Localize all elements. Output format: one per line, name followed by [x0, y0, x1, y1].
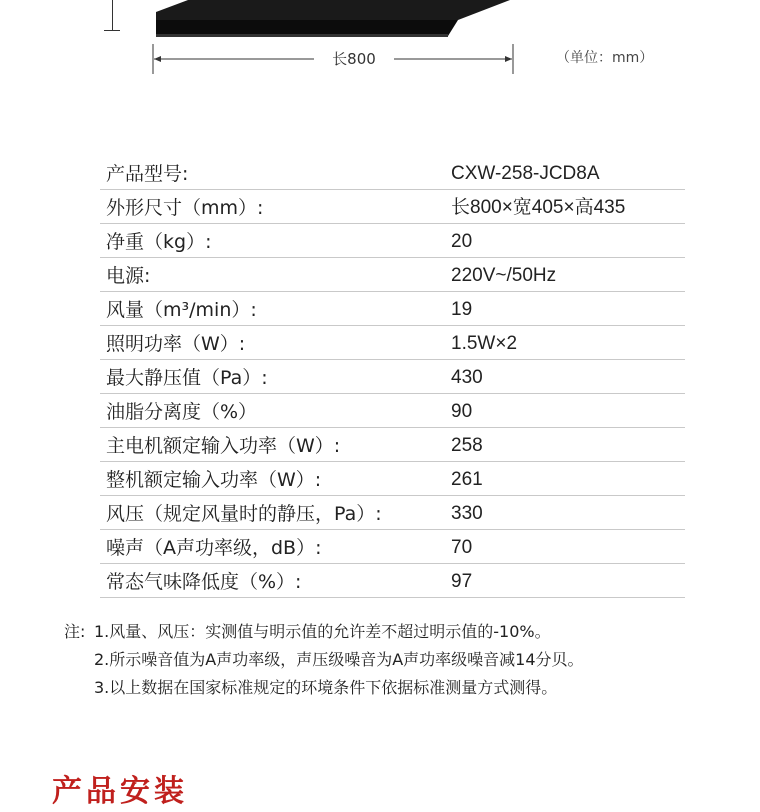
spec-table	[100, 156, 685, 598]
spec-key: 噪声（A声功率级，dB）:	[106, 537, 322, 559]
note-prefix: 注:	[64, 622, 86, 641]
spec-key: 油脂分离度（%）	[106, 401, 258, 423]
note-text: 2.所示噪音值为A声功率级，声压级噪音为A声功率级噪音减14分贝。	[94, 650, 584, 669]
spec-key: 主电机额定输入功率（W）:	[106, 435, 341, 457]
spec-row	[100, 258, 685, 292]
unit-note: （单位：mm）	[556, 50, 654, 66]
spec-row	[100, 564, 685, 598]
spec-key: 常态气味降低度（%）:	[106, 571, 302, 593]
length-dimension	[152, 44, 514, 74]
spec-value: 261	[451, 469, 483, 490]
spec-row	[100, 496, 685, 530]
spec-key: 电源:	[106, 265, 151, 287]
height-dimension-line	[112, 0, 113, 30]
spec-key: 外形尺寸（mm）:	[106, 197, 264, 219]
note-line	[64, 674, 704, 702]
section-title: 产品安装	[52, 774, 188, 809]
spec-value: 70	[451, 537, 473, 558]
spec-row	[100, 190, 685, 224]
spec-row	[100, 394, 685, 428]
note-text: 3.以上数据在国家标准规定的环境条件下依据标准测量方式测得。	[94, 678, 558, 697]
spec-key: 风压（规定风量时的静压，Pa）:	[106, 503, 382, 525]
spec-row	[100, 292, 685, 326]
spec-row	[100, 326, 685, 360]
spec-key: 净重（kg）:	[106, 231, 212, 253]
note-text: 1.风量、风压：实测值与明示值的允许差不超过明示值的-10%。	[94, 622, 551, 641]
spec-value: CXW-258-JCD8A	[451, 163, 600, 184]
spec-value: 90	[451, 401, 473, 422]
notes	[64, 618, 704, 702]
spec-key: 最大静压值（Pa）:	[106, 367, 268, 389]
height-dimension-tick	[104, 30, 120, 31]
spec-value: 长800×宽405×高435	[451, 197, 626, 218]
spec-value: 20	[451, 231, 473, 252]
length-label: 长800	[314, 44, 394, 74]
range-hood-image	[148, 0, 510, 40]
spec-value: 258	[451, 435, 483, 456]
spec-row	[100, 224, 685, 258]
spec-row	[100, 428, 685, 462]
note-line	[64, 646, 704, 674]
spec-value: 1.5W×2	[451, 333, 518, 354]
spec-key: 风量（m³/min）:	[106, 299, 257, 321]
spec-value: 220V~/50Hz	[451, 265, 557, 286]
spec-key: 产品型号:	[106, 163, 189, 185]
spec-key: 整机额定输入功率（W）:	[106, 469, 322, 491]
spec-value: 430	[451, 367, 483, 388]
spec-key: 照明功率（W）:	[106, 333, 246, 355]
spec-row	[100, 462, 685, 496]
spec-row	[100, 530, 685, 564]
spec-value: 330	[451, 503, 483, 524]
spec-value: 19	[451, 299, 473, 320]
note-line	[64, 618, 704, 646]
spec-value: 97	[451, 571, 473, 592]
spec-row	[100, 156, 685, 190]
spec-row	[100, 360, 685, 394]
